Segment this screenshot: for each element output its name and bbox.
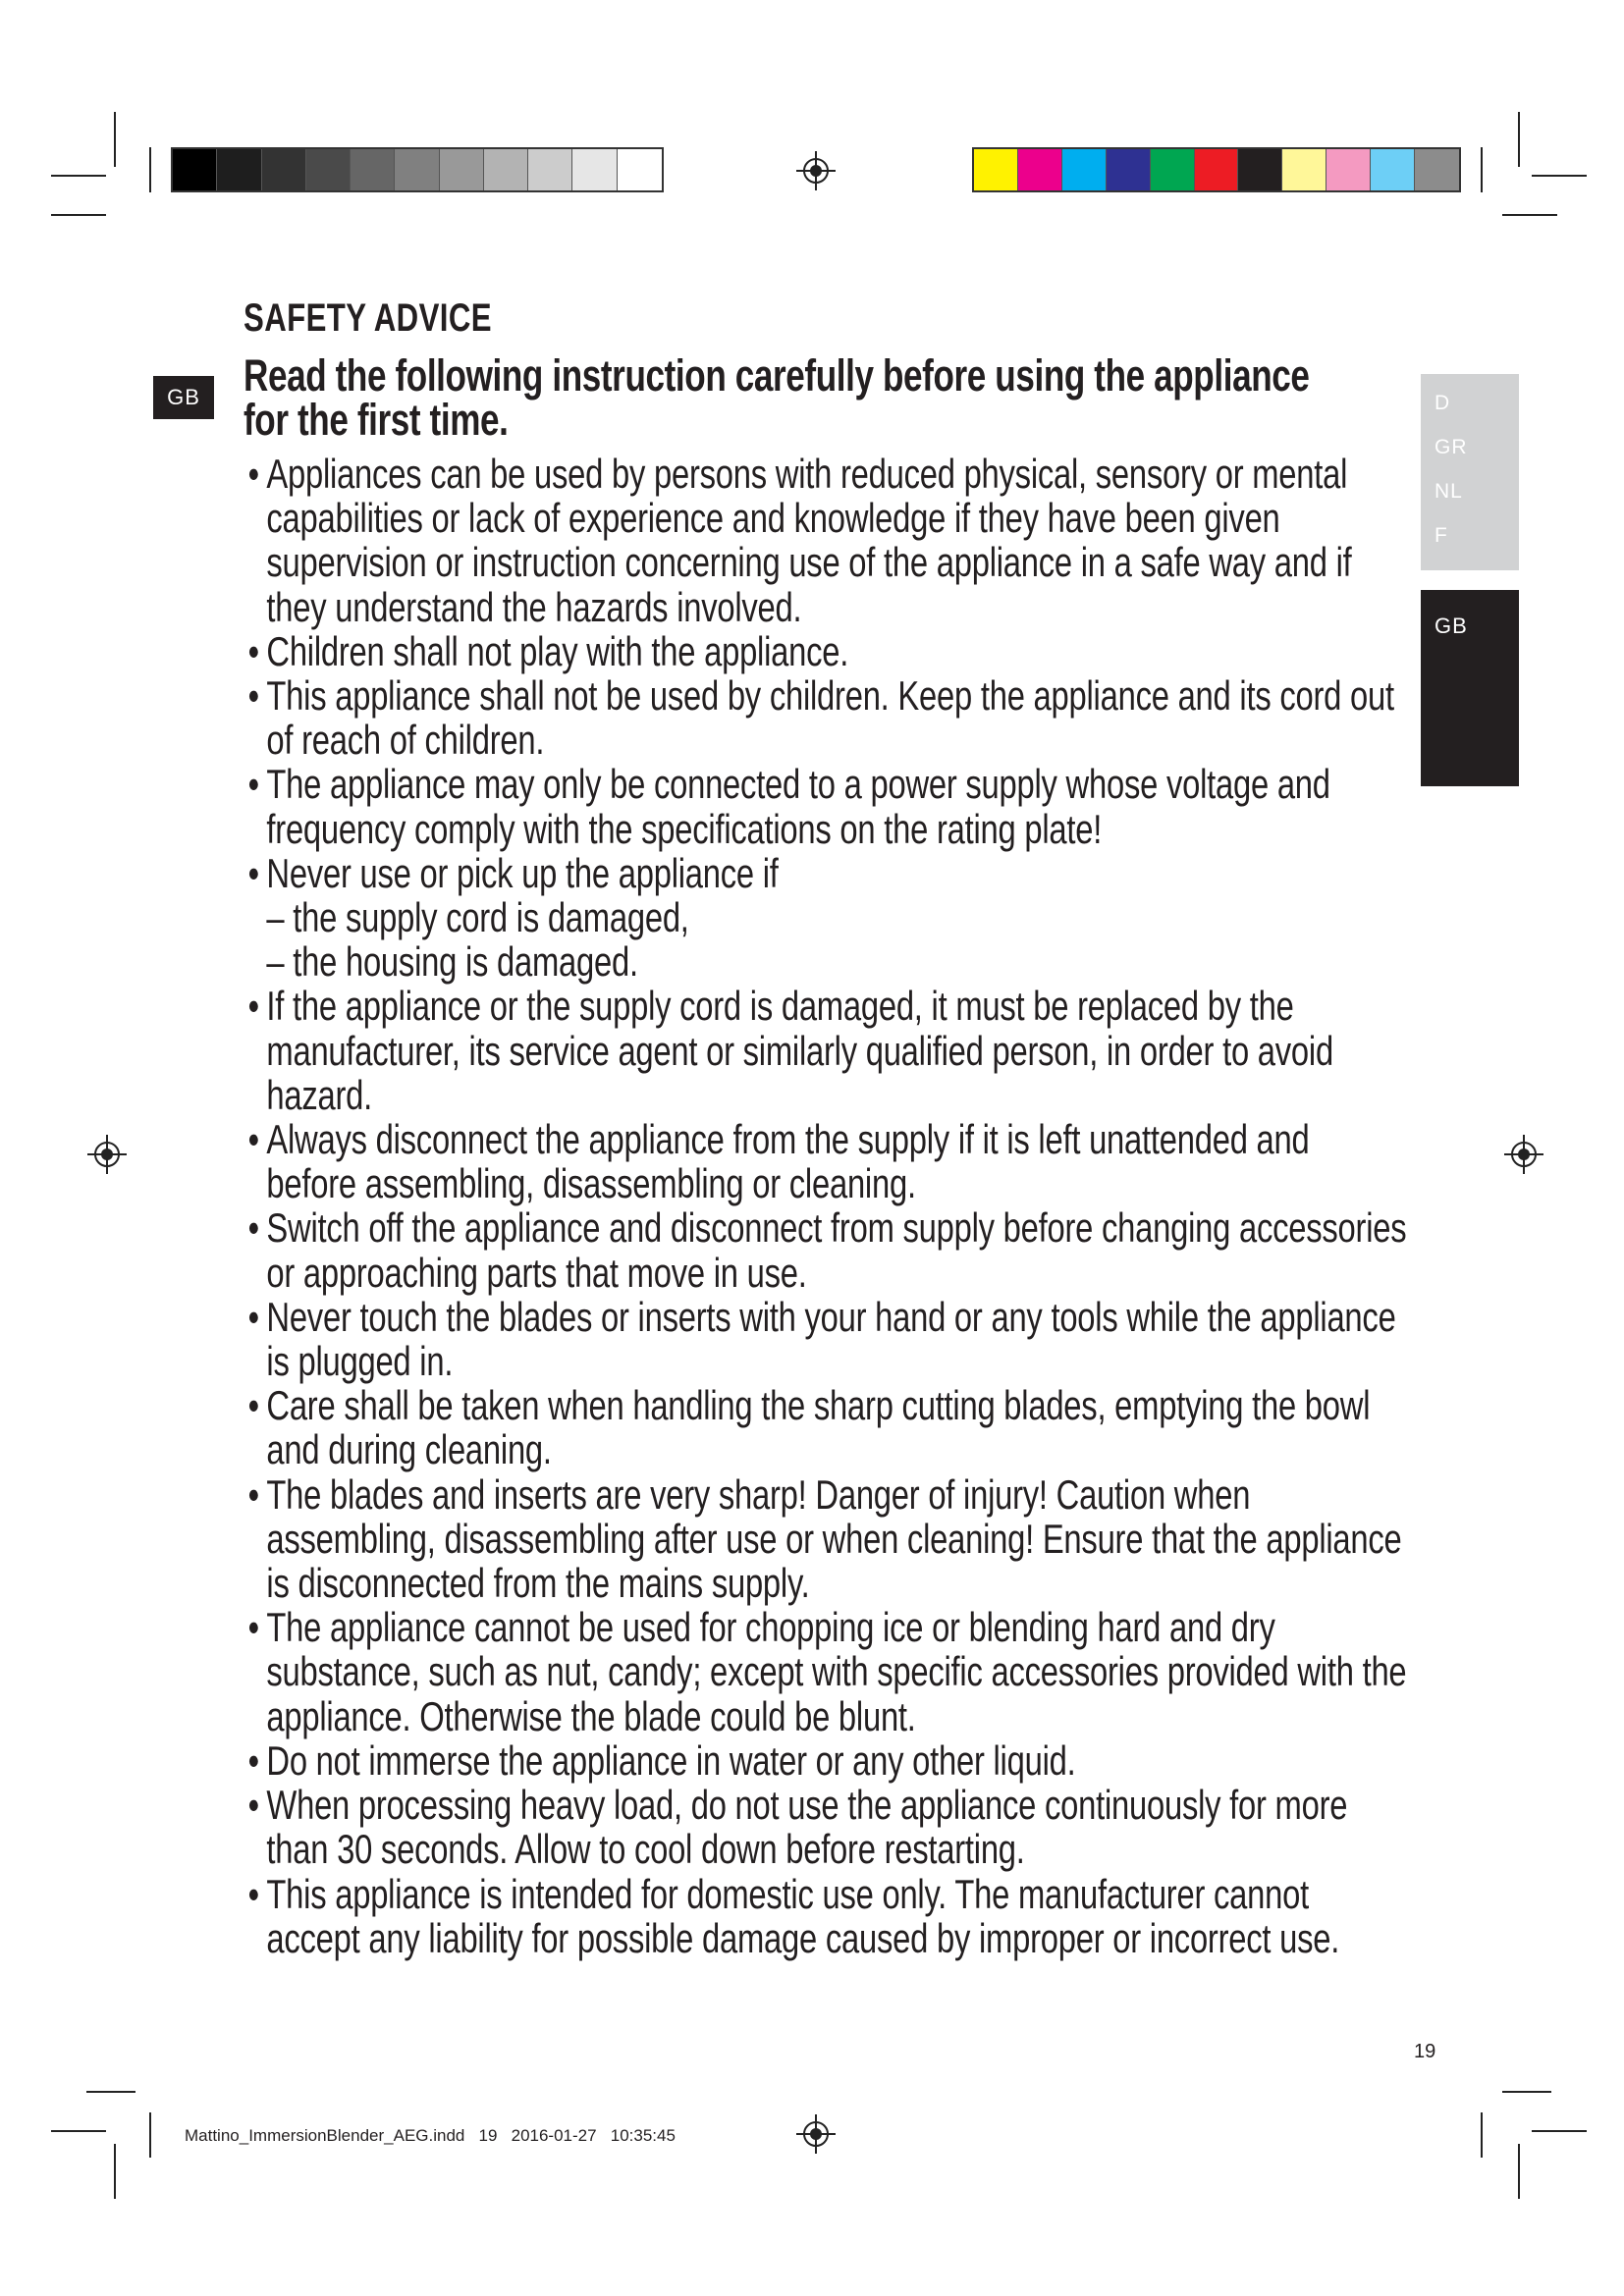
safety-item-text: The appliance cannot be used for chopping ice or blending hard and dry substance, such as nut, candy; except with specific accessories provided with the appliance. Otherwise the blade could be blunt. [266,1604,1407,1739]
grey-scale-bar [171,147,664,192]
bullet-icon: • [247,849,259,896]
crop-mark [1518,112,1520,167]
safety-list [244,452,1422,1960]
registration-mark-icon [796,151,836,190]
safety-item-text: Never touch the blades or inserts with your hand or any tools while the appliance is plugged in. [266,1293,1396,1385]
safety-item-text: This appliance shall not be used by children. Keep the appliance and its cord out of reach of children. [266,672,1394,764]
safety-item-text: Never use or pick up the appliance if [266,849,779,896]
color-swatch [262,149,306,190]
safety-list-item [244,1605,1408,1738]
safety-item-text: The appliance may only be connected to a power supply whose voltage and frequency comply with the specifications on the rating plate! [266,761,1330,852]
bullet-icon: • [247,1293,259,1340]
safety-list-item [244,984,1408,1117]
color-swatch [528,149,572,190]
color-swatch [572,149,617,190]
section-title: SAFETY ADVICE [244,296,492,340]
color-swatch [217,149,261,190]
color-swatch [351,149,395,190]
safety-subitem-text: – the supply cord is damaged, [266,894,689,941]
safety-item-text: Appliances can be used by persons with reduced physical, sensory or mental capabilities or lack of experience and knowledge if they have been given supervision or instruction concerning use of the appliance in a safe way and if they understand the hazards involved. [266,451,1352,630]
bullet-icon: • [247,1782,259,1829]
language-tab-gb: GB [1435,614,1468,638]
safety-list-item [244,629,1408,673]
safety-list-item [244,1383,1408,1471]
crop-mark [1502,214,1557,216]
safety-list-item [244,1872,1408,1960]
bullet-icon: • [247,1736,259,1784]
safety-item-text: The blades and inserts are very sharp! Danger of injury! Caution when assembling, disassembling after use or when cleaning! Ensure that the appliance is disconnected from the mains supply. [266,1470,1402,1607]
bullet-icon: • [247,1604,259,1651]
crop-mark [51,214,106,216]
safety-item-text: Always disconnect the appliance from the supply if it is left unattended and before assembling, disassembling or cleaning. [266,1116,1310,1207]
crop-mark [1532,2130,1587,2132]
color-swatch [974,149,1018,190]
crop-mark [86,2091,135,2093]
crop-mark [1502,2091,1551,2093]
safety-list-item [244,673,1408,762]
language-badge: GB [153,376,214,419]
crop-mark [1481,147,1483,192]
crop-mark [149,2112,151,2158]
color-swatch [440,149,484,190]
safety-item-text: When processing heavy load, do not use the appliance continuously for more than 30 seconds. Allow to cool down before restarting. [266,1782,1348,1873]
safety-list-item [244,1295,1408,1383]
crop-mark [1518,2144,1520,2199]
bullet-icon: • [247,1870,259,1917]
safety-list-items [244,452,1408,1960]
bullet-icon: • [247,672,259,720]
language-tab-f[interactable]: F [1435,524,1448,547]
lead-instruction [244,350,1310,445]
color-calibration-bar [972,147,1461,192]
safety-list-item [244,1472,1408,1606]
language-tab-d[interactable]: D [1435,392,1451,414]
safety-item-text: This appliance is intended for domestic use only. The manufacturer cannot accept any liability for possible damage caused by improper or incorrect use. [266,1870,1340,1961]
crop-mark [51,2130,106,2132]
safety-subitem-text: – the housing is damaged. [266,938,638,986]
safety-list-item [244,1738,1408,1783]
safety-list-item [244,1117,1408,1205]
color-swatch [1282,149,1326,190]
language-tabs-inactive [1421,374,1519,570]
bullet-icon: • [247,627,259,674]
color-swatch [1326,149,1371,190]
color-swatch [1151,149,1195,190]
bullet-icon: • [247,451,259,497]
bullet-icon: • [247,1470,259,1518]
safety-list-item [244,762,1408,850]
safety-list-item [244,1783,1408,1871]
bullet-icon: • [247,1116,259,1163]
page-number: 19 [1414,2041,1436,2062]
registration-mark-icon [87,1135,127,1174]
safety-item-text: Switch off the appliance and disconnect from supply before changing accessories or approaching parts that move in use. [266,1204,1407,1296]
language-tab-gr[interactable]: GR [1435,436,1468,458]
color-swatch [618,149,662,190]
crop-mark [51,175,106,177]
color-swatch [173,149,217,190]
safety-list-item [244,452,1408,629]
color-swatch [395,149,439,190]
safety-list-item [244,1205,1408,1294]
language-tab-nl[interactable]: NL [1435,480,1463,503]
color-swatch [484,149,528,190]
footer-file-info: Mattino_ImmersionBlender_AEG.indd 19 2016-01-27 10:35:45 [185,2126,676,2145]
language-tab-active[interactable] [1421,590,1519,786]
safety-item-text: If the appliance or the supply cord is damaged, it must be replaced by the manufacturer, its service agent or similarly qualified person, in order to avoid hazard. [266,983,1333,1118]
safety-item-text: Do not immerse the appliance in water or any other liquid. [266,1736,1076,1784]
color-swatch [1062,149,1107,190]
lead-text: Read the following instruction carefully before using the appliance for the first time. [244,350,1310,445]
crop-mark [114,112,116,167]
bullet-icon: • [247,983,259,1030]
crop-mark [1481,2112,1483,2158]
color-swatch [1195,149,1239,190]
crop-mark [114,2144,116,2199]
safety-item-text: Children shall not play with the appliance. [266,627,849,674]
color-swatch [1018,149,1062,190]
bullet-icon: • [247,761,259,808]
safety-item-text: Care shall be taken when handling the sharp cutting blades, emptying the bowl and during cleaning. [266,1382,1371,1473]
color-swatch [306,149,351,190]
color-swatch [1415,149,1459,190]
crop-mark [149,147,151,192]
crop-mark [1532,175,1587,177]
bullet-icon: • [247,1204,259,1252]
color-swatch [1238,149,1282,190]
color-swatch [1107,149,1151,190]
safety-list-item [244,851,1408,985]
bullet-icon: • [247,1382,259,1429]
registration-mark-icon [1504,1135,1543,1174]
registration-mark-icon [796,2114,836,2154]
color-swatch [1371,149,1415,190]
